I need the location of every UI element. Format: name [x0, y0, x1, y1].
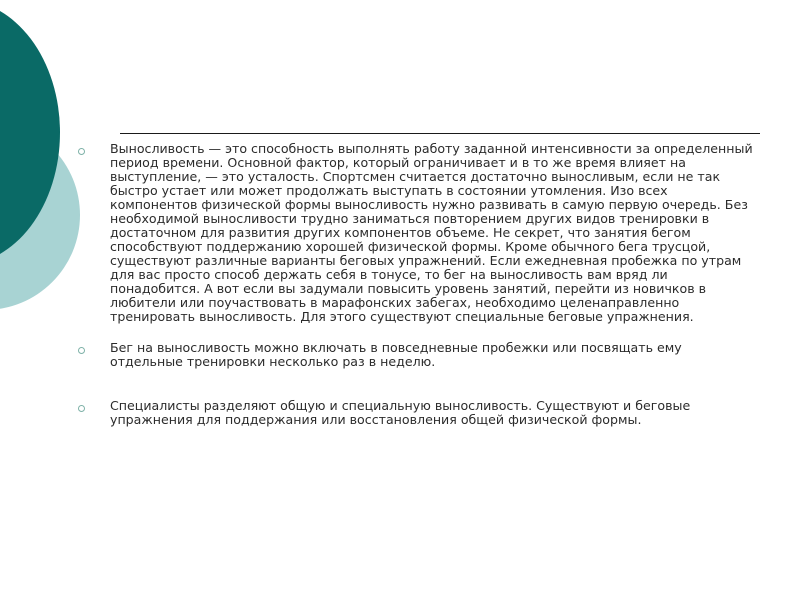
bullet-text: Выносливость — это способность выполнять работу заданной интенсивности за определенный период времени. Основной фактор, который ограничивает и в то же время влияет на выступление, — это усталость. Спортсмен считается достаточно выносливым, если не так быстро устает или может продолжать выступать в состоянии утомления. Изо всех компонентов физической формы выносливость нужно развивать в самую первую очередь. Без необходимой выносливости трудно заниматься повторением других видов тренировки в достаточном для развития других компонентов объеме. Не секрет, что занятия бегом способствуют поддержанию хорошей физической формы. Кроме обычного бега трусцой, существуют различные варианты беговых упражнений. Если ежедневная пробежка по утрам для вас просто способ держать себя в тонусе, то бег на выносливость вам вряд ли понадобится. А вот если вы задумали повысить уровень занятий, перейти из новичков в любители или поучаствовать в марафонских забегах, необходимо целенаправленно тренировать выносливость. Для этого существуют специальные беговые упражнения.: [110, 141, 753, 324]
hollow-circle-bullet-icon: [78, 405, 85, 412]
bullet-item: [78, 142, 758, 324]
bullet-text: Бег на выносливость можно включать в повседневные пробежки или посвящать ему отдельные тренировки несколько раз в неделю.: [110, 340, 682, 369]
bullet-text: Специалисты разделяют общую и специальную выносливость. Существуют и беговые упражнения для поддержания или восстановления общей физической формы.: [110, 398, 691, 427]
title-rule: [120, 133, 760, 134]
bullet-item: [78, 341, 758, 369]
hollow-circle-bullet-icon: [78, 148, 85, 155]
hollow-circle-bullet-icon: [78, 347, 85, 354]
slide-content: [78, 142, 758, 427]
bullet-item: [78, 399, 758, 427]
